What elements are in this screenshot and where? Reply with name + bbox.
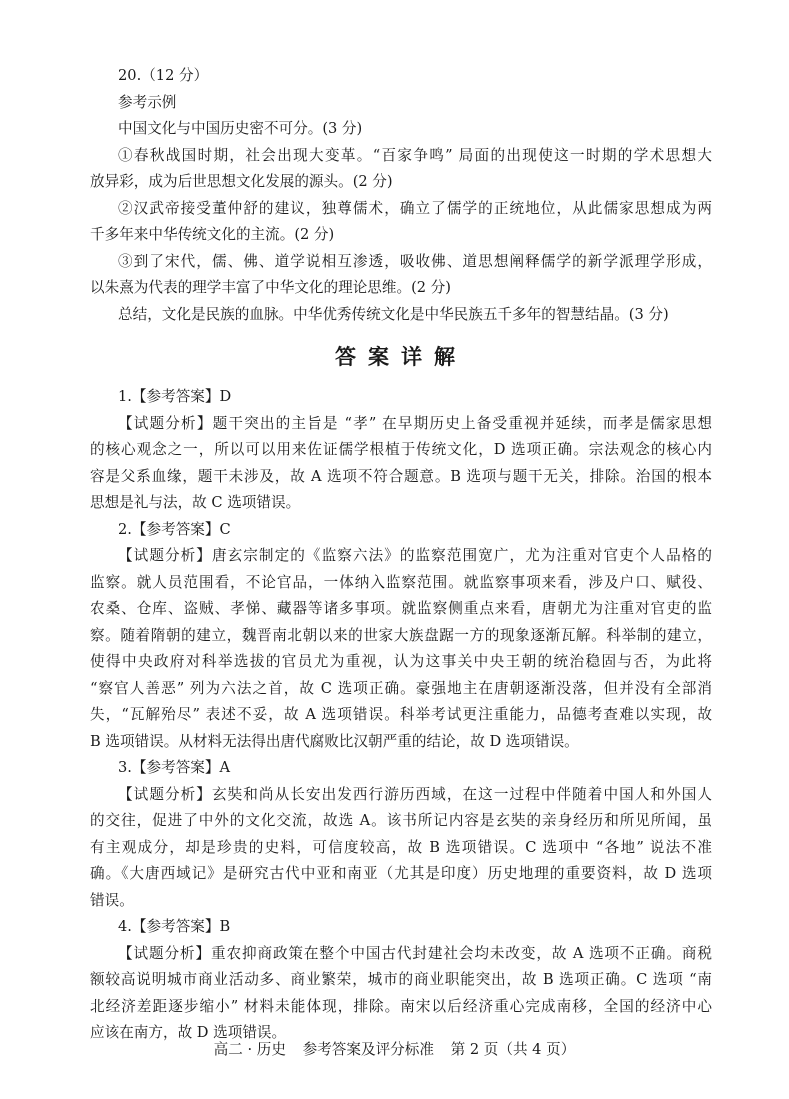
answer-1-line: 【试题分析】题干突出的主旨是 “孝” 在早期历史上备受重视并延续，而孝是儒家思想 <box>118 414 712 432</box>
q20-line: 以朱熹为代表的理学丰富了中华文化的理论思维。(2 分) <box>90 279 451 296</box>
q20-line: ①春秋战国时期，社会出现大变革。“百家争鸣” 局面的出现使这一时期的学术思想大 <box>118 146 712 164</box>
answer-2-line: 使得中央政府对科举选拔的官员尤为重视，认为这事关中央王朝的统治稳固与否，为此将 <box>90 653 712 670</box>
q20-line: 放异彩，成为后世思想文化发展的源头。(2 分) <box>90 173 393 190</box>
answer-2-line: B 选项错误。从材料无法得出唐代腐败比汉朝严重的结论，故 D 选项错误。 <box>90 732 579 750</box>
answer-1-line: 容是父系血缘，题干未涉及，故 A 选项不符合题意。B 选项与题干无关，排除。治国的根本 <box>90 467 712 485</box>
page-footer <box>0 1038 789 1059</box>
answer-1-key: 1.【参考答案】D <box>118 388 232 405</box>
answer-3-line: 有主观成分，却是珍贵的史料，可信度较高，故 B 选项错误。C 选项中 “各地” 说法不准 <box>90 838 712 856</box>
answer-3-key: 3.【参考答案】A <box>118 759 231 776</box>
answer-2-line: 农桑、仓库、盗贼、孝悌、藏器等诸多事项。就监察侧重点来看，唐朝尤为注重对官吏的监 <box>90 600 712 617</box>
footer-page-number: 第 2 页（共 4 页） <box>450 1041 576 1058</box>
answer-4-line: 应该在南方，故 D 选项错误。 <box>90 1024 287 1041</box>
answer-1-line: 的核心观念之一，所以可以用来佐证儒学根植于传统文化，D 选项正确。宗法观念的核心内 <box>90 441 712 458</box>
answer-2-line: 失，“瓦解殆尽” 表述不妥，故 A 选项错误。科举考试更注重能力，品德考查难以实现，故 <box>90 706 712 723</box>
answer-4-key: 4.【参考答案】B <box>118 918 231 935</box>
answer-1-line: 思想是礼与法，故 C 选项错误。 <box>90 494 301 511</box>
q20-line: ③到了宋代，儒、佛、道学说相互渗透，吸收佛、道思想阐释儒学的新学派理学形成， <box>118 252 712 270</box>
answer-4-line: 北经济差距逐步缩小” 材料未能体现，排除。南宋以后经济重心完成南移，全国的经济中心 <box>90 997 712 1015</box>
answer-3-line: 错误。 <box>90 891 134 909</box>
question-20-heading: 20.（12 分） <box>118 67 209 84</box>
q20-line: 千多年来中华传统文化的主流。(2 分) <box>90 226 335 243</box>
answer-2-line: 察。随着隋朝的建立，魏晋南北朝以来的世家大族盘踞一方的现象逐渐瓦解。科举制的建立， <box>90 626 712 644</box>
answer-2-line: 【试题分析】唐玄宗制定的《监察六法》的监察范围宽广，尤为注重对官吏个人品格的 <box>118 547 712 564</box>
answer-3-line: 的交往，促进了中外的文化交流，故选 A。该书所记内容是玄奘的亲身经历和所见所闻，虽 <box>90 812 712 829</box>
answer-4-line: 【试题分析】重农抑商政策在整个中国古代封建社会均未改变，故 A 选项不正确。商税 <box>118 944 712 962</box>
q20-line: 总结，文化是民族的血脉。中华优秀传统文化是中华民族五千多年的智慧结晶。(3 分) <box>118 305 669 323</box>
q20-line: ②汉武帝接受董仲舒的建议，独尊儒术，确立了儒学的正统地位，从此儒家思想成为两 <box>118 199 712 217</box>
answer-3-line: 【试题分析】玄奘和尚从长安出发西行游历西域，在这一过程中伴随着中国人和外国人 <box>118 785 712 803</box>
q20-line: 中国文化与中国历史密不可分。(3 分) <box>118 120 363 137</box>
answer-2-line: “察官人善恶” 列为六法之首，故 C 选项正确。豪强地主在唐朝逐渐没落，但并没有全部消 <box>90 679 712 697</box>
page-content <box>90 63 712 1047</box>
answer-3-line: 确。《大唐西域记》是研究古代中亚和南亚（尤其是印度）历史地理的重要资料，故 D 选项 <box>90 865 712 882</box>
footer-title: 参考答案及评分标准 <box>302 1041 434 1058</box>
footer-subject: 高二 · 历史 <box>213 1041 286 1058</box>
answer-2-key: 2.【参考答案】C <box>118 520 231 538</box>
answer-4-line: 额较高说明城市商业活动多、商业繁荣，城市的商业职能突出，故 B 选项正确。C 选项 “南 <box>90 971 712 988</box>
section-title: 答案详解 <box>335 345 467 369</box>
q20-line: 参考示例 <box>118 93 177 111</box>
answer-2-line: 监察。就人员范围看，不论官品，一体纳入监察范围。就监察事项来看，涉及户口、赋役、 <box>90 573 712 591</box>
